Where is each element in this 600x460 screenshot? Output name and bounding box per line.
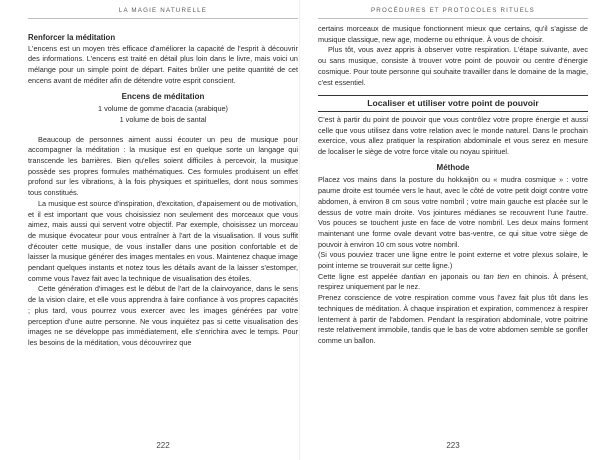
recipe-line: 1 volume de bois de santal: [119, 114, 207, 124]
paragraph: Plus tôt, vous avez appris à observer votre respiration. L'étape suivante, avec ou sans musique, consiste à trouver votre point de pouvoir ou centre d'énergie cosmique. Pour toute personne qui souhaite travailler dans le domaine de la magie, c'est essentiel.: [318, 45, 588, 87]
section-heading-renforcer: Renforcer la méditation: [28, 33, 116, 42]
paragraph: Placez vos mains dans la posture du hokkaijōn ou « mudra cosmique » : votre paume droite est tournée vers le haut, avec le côté de votre petit doigt contre votre abdomen, à environ 8 cm sous votre nombril ; votre main gauche est placée sur le dessus de votre main droite. Vos jointures médianes se recouvrent l'une l'autre. Vos pouces se touchent juste en face de votre nombril. Les deux mains forment maintenant une forme ovale devant votre bas-ventre, ce qui situe votre siège de pouvoir à environ 10 cm sous votre nombril.: [318, 175, 588, 249]
term-dantian: dantian: [401, 271, 426, 281]
running-head-left: LA MAGIE NATURELLE: [118, 7, 208, 14]
left-page: [28, 0, 298, 460]
right-page: [318, 0, 588, 460]
section-heading-box: [318, 95, 588, 112]
method-heading: Méthode: [436, 162, 470, 172]
paragraph: certains morceaux de musique fonctionnent mieux que certains, qu'il s'agisse de musique classique, new age, moderne ou ethnique. À vous de choisir.: [318, 24, 588, 44]
page-number-left: 222: [156, 441, 170, 450]
right-page-content: [318, 24, 588, 347]
running-head-right: PROCÉDURES ET PROTOCOLES RITUELS: [370, 7, 535, 14]
header-rule-right: [318, 18, 588, 19]
page-number-right: 223: [446, 441, 460, 450]
recipe-title: Encens de méditation: [121, 91, 205, 101]
gutter: [299, 0, 300, 460]
paragraph: Cette génération d'images est le début de l'art de la clairvoyance, dans le sens de la vision claire, et elle vous apprendra à faire confiance à vos propres capacités ; plus tard, vous pourrez vous exercer avec les images générées par votre perception d'une autre personne. Ne vous inquiétez pas si cette visualisation des images ne se développe pas immédiatement, elle s'enrichira avec le temps. Pour les besoins de la méditation, vous découvrirez que: [28, 284, 298, 347]
left-page-content: [28, 24, 298, 349]
term-tan-tien: tan tien: [483, 271, 510, 281]
paragraph: La musique est source d'inspiration, d'excitation, d'apaisement ou de motivation, et il est important que vous choisissiez non seulement des morceaux que vous aimez, mais aussi qui servent votre objectif. Par exemple, choisissez un morceau de musique évocateur pour vous entraîner à l'art de la visualisation. Il vous suffit d'écouter cette musique, de vous installer dans une position confortable et de laisser la musique générer des images mentales en vous. Maintenez chaque image pendant quelques instants et notez tous les détails avant de la laisser s'estomper, comme vous l'avez fait avec la technique de visualisation des étoiles.: [28, 198, 298, 283]
paragraph: [318, 272, 588, 293]
text-run: Cette ligne est appelée: [318, 271, 402, 281]
text-run: en chinois. À présent, respirez uniquement par le nez.: [318, 271, 589, 292]
paragraph: Beaucoup de personnes aiment aussi écouter un peu de musique pour accompagner la méditation : la musique est en quelque sorte un langage qui transcende les barrières. Bien qu'elles soient difficiles à percevoir, la musique possède ses propres formules mathématiques. Ces formules produisent un effet profond sur les vibrations, à la fois physiques et spirituelles, dont nous sommes tous constitués.: [28, 134, 298, 198]
text-run: en japonais ou: [425, 271, 484, 281]
header-rule-left: [28, 18, 298, 19]
paragraph: Prenez conscience de votre respiration comme vous l'avez fait plus tôt dans les techniques de méditation. À chaque inspiration et expiration, commencez à respirer lentement à partir de l'abdomen. Pendant la respiration abdominale, votre poitrine reste relativement immobile, tandis que le bas de votre abdomen semble se gonfler comme un ballon.: [318, 293, 588, 345]
section-heading-point-de-pouvoir: Localiser et utiliser votre point de pouvoir: [367, 98, 539, 109]
paragraph: L'encens est un moyen très efficace d'améliorer la capacité de l'esprit à découvrir des informations. L'encens est traité en détail plus loin dans le livre, mais voici un mélange pour un simple point de départ. Faites brûler une petite quantité de cet encens avant de méditer afin de détendre votre esprit conscient.: [28, 43, 298, 85]
paragraph: C'est à partir du point de pouvoir que vous contrôlez votre propre énergie et aussi celle que vous utilisez dans votre relation avec le monde naturel. Dans le prochain exercice, vous allez pratiquer la respiration abdominale et vous serez en mesure de localiser le siège de votre force vitale ou noyau spirituel.: [318, 114, 588, 157]
recipe-line: 1 volume de gomme d'acacia (arabique): [98, 104, 228, 114]
paragraph: (Si vous pouviez tracer une ligne entre le point externe et votre plexus solaire, le point interne se trouverait sur cette ligne.): [318, 250, 588, 271]
